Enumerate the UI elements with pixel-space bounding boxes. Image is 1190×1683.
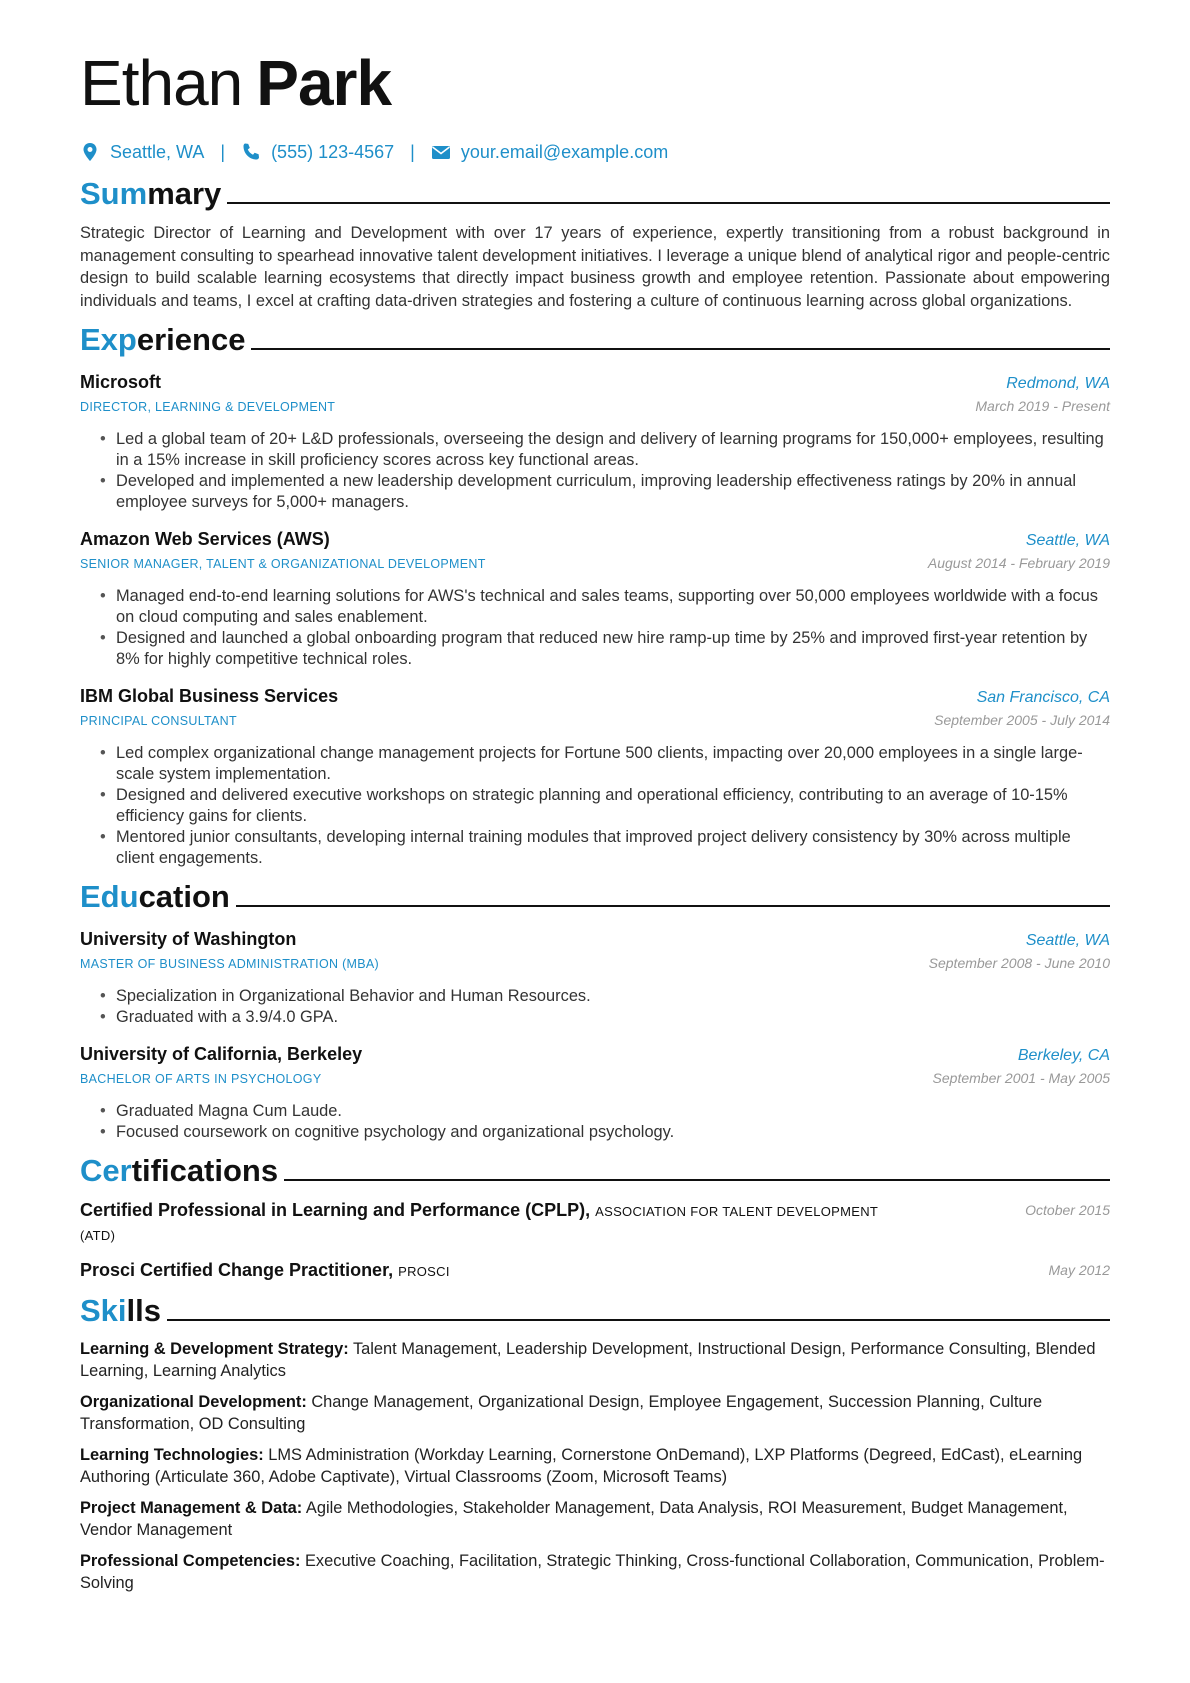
map-marker-icon: [80, 142, 100, 162]
skill-category: Learning Technologies:: [80, 1446, 264, 1464]
section-rule: [284, 1179, 1110, 1181]
section-title-rest: tifications: [131, 1153, 279, 1188]
section-title: [80, 1293, 167, 1329]
section-heading: [80, 1293, 1110, 1329]
education-section: [80, 879, 1110, 1143]
skill-category: Project Management & Data:: [80, 1499, 303, 1517]
education-entry: [80, 1042, 1110, 1143]
bullet-list: [80, 986, 1110, 1028]
certification-name: Certified Professional in Learning and Performance (CPLP): [80, 1200, 586, 1220]
section-title-accent: Cer: [80, 1153, 132, 1188]
section-heading: [80, 879, 1110, 915]
section-title-accent: Edu: [80, 879, 139, 914]
certification-item: Prosci Certified Change Practitioner, PROSCI May 2012: [80, 1259, 1110, 1283]
bullet-list: [80, 743, 1110, 869]
skill-row: [80, 1445, 1110, 1488]
bullet-item: • Designed and delivered executive workshops on strategic planning and operational efficiency, contributing to an average of 10-15% efficiency gains for clients.: [116, 785, 1110, 827]
job-dates: August 2014 - February 2019: [927, 555, 1110, 571]
job-location: San Francisco, CA: [976, 689, 1110, 706]
location-text: Seattle, WA: [110, 142, 205, 162]
certification-date: October 2015: [1025, 1202, 1110, 1218]
candidate-name: [80, 0, 1110, 124]
section-title: [80, 176, 227, 212]
company-name: IBM Global Business Services: [80, 686, 339, 706]
skill-category: Organizational Development:: [80, 1393, 307, 1411]
skill-row: [80, 1392, 1110, 1435]
certifications-section: [80, 1153, 1110, 1283]
skill-category: Professional Competencies:: [80, 1552, 301, 1570]
section-title-accent: Exp: [80, 322, 137, 357]
section-heading: [80, 1153, 1110, 1189]
section-rule: [167, 1319, 1110, 1321]
education-list: [80, 927, 1110, 1143]
bullet-item: • Developed and implemented a new leadership development curriculum, improving leadership effectiveness ratings by 20% in annual employee surveys for 5,000+ managers.: [116, 471, 1110, 513]
section-title-rest: mary: [147, 176, 222, 211]
skills-list: [80, 1339, 1110, 1594]
school-name: University of Washington: [80, 929, 297, 949]
summary-section: [80, 176, 1110, 312]
certification-issuer: ASSOCIATION FOR TALENT DEVELOPMENT (ATD): [80, 1204, 878, 1243]
school-location: Seattle, WA: [1025, 932, 1110, 949]
skill-values: Agile Methodologies, Stakeholder Management, Data Analysis, ROI Measurement, Budget Management, Vendor Management: [80, 1499, 1068, 1539]
bullet-item: • Managed end-to-end learning solutions for AWS's technical and sales teams, supporting over 50,000 employees worldwide with a focus on cloud computing and sales enablement.: [116, 586, 1110, 628]
section-title-rest: lls: [126, 1293, 161, 1328]
skill-row: [80, 1498, 1110, 1541]
email-link: your.email@example.com: [460, 142, 669, 162]
job-location: Seattle, WA: [1025, 532, 1110, 549]
bullet-item: • Led complex organizational change management projects for Fortune 500 clients, impacting over 20,000 employees in a single large-scale system implementation.: [116, 743, 1110, 785]
bullet-list: [80, 1101, 1110, 1143]
certification-name: Prosci Certified Change Practitioner: [80, 1260, 389, 1280]
contact-bar: [80, 138, 1110, 166]
section-title: [80, 1153, 284, 1189]
skill-values: Talent Management, Leadership Development, Instructional Design, Performance Consulting, Blended Learning, Learning Analytics: [80, 1340, 1096, 1380]
job-title: PRINCIPAL CONSULTANT: [80, 714, 237, 728]
school-name: University of California, Berkeley: [80, 1044, 363, 1064]
skill-values: LMS Administration (Workday Learning, Cornerstone OnDemand), LXP Platforms (Degreed, EdCast), eLearning Authoring (Articulate 360, Adobe Captivate), Virtual Classrooms (Zoom, Microsoft Teams): [80, 1446, 1083, 1486]
section-title-accent: Ski: [80, 1293, 127, 1328]
skill-values: Executive Coaching, Facilitation, Strategic Thinking, Cross-functional Collaboration, Communication, Problem-Solving: [80, 1552, 1105, 1592]
summary-text: Strategic Director of Learning and Development with over 17 years of experience, expertly transitioning from a robust background in management consulting to spearhead innovative talent development initiatives. I leverage a unique blend of analytical rigor and people-centric design to build scalable learning ecosystems that directly impact business growth and employee retention. Passionate about empowering individuals and teams, I excel at crafting data-driven strategies and fostering a culture of continuous learning across global organizations.: [80, 224, 1110, 310]
experience-section: [80, 322, 1110, 869]
bullet-item: • Graduated with a 3.9/4.0 GPA.: [116, 1007, 1110, 1028]
bullet-item: • Designed and launched a global onboarding program that reduced new hire ramp-up time by 25% and improved first-year retention by 8% for highly competitive technical roles.: [116, 628, 1110, 670]
section-rule: [251, 348, 1110, 350]
last-name: Park: [256, 47, 392, 119]
job-dates: September 2005 - July 2014: [934, 712, 1110, 728]
job-title: SENIOR MANAGER, TALENT & ORGANIZATIONAL DEVELOPMENT: [80, 557, 486, 571]
phone-icon: [241, 142, 261, 162]
experience-entry: [80, 684, 1110, 869]
bullet-item: • Led a global team of 20+ L&D professionals, overseeing the design and delivery of learning programs for 150,000+ employees, resulting in a 15% increase in skill proficiency scores across key functional areas.: [116, 429, 1110, 471]
contact-phone[interactable]: [241, 138, 394, 166]
skill-row: [80, 1551, 1110, 1594]
job-title: DIRECTOR, LEARNING & DEVELOPMENT: [80, 400, 336, 414]
degree: MASTER OF BUSINESS ADMINISTRATION (MBA): [80, 957, 379, 971]
certification-date: May 2012: [1048, 1262, 1110, 1278]
bullet-list: [80, 429, 1110, 513]
school-location: Berkeley, CA: [1017, 1047, 1110, 1064]
contact-separator: |: [410, 142, 415, 162]
contact-location: [80, 138, 204, 166]
skill-values: Change Management, Organizational Design, Employee Engagement, Succession Planning, Culture Transformation, OD Consulting: [80, 1393, 1043, 1433]
certification-item: Certified Professional in Learning and Performance (CPLP), ASSOCIATION FOR TALENT DEVELOPMENT (ATD) October 2015: [80, 1199, 1110, 1247]
section-title: [80, 879, 236, 915]
section-title-accent: Sum: [80, 176, 148, 211]
skill-category: Learning & Development Strategy:: [80, 1340, 349, 1358]
skills-section: [80, 1293, 1110, 1594]
certification-issuer: PROSCI: [398, 1264, 450, 1279]
bullet-item: • Specialization in Organizational Behavior and Human Resources.: [116, 986, 1110, 1007]
envelope-icon: [431, 142, 451, 162]
company-name: Microsoft: [80, 372, 161, 392]
school-dates: September 2008 - June 2010: [928, 955, 1110, 971]
experience-entry: [80, 527, 1110, 670]
education-entry: [80, 927, 1110, 1028]
section-title-rest: erience: [136, 322, 246, 357]
section-title: [80, 322, 251, 358]
bullet-item: • Graduated Magna Cum Laude.: [116, 1101, 1110, 1122]
experience-entry: [80, 370, 1110, 513]
contact-email[interactable]: [431, 138, 668, 166]
section-rule: [227, 202, 1110, 204]
section-rule: [236, 905, 1110, 907]
job-dates: March 2019 - Present: [975, 398, 1110, 414]
degree: BACHELOR OF ARTS IN PSYCHOLOGY: [80, 1072, 322, 1086]
certification-list: [80, 1199, 1110, 1283]
school-dates: September 2001 - May 2005: [932, 1070, 1110, 1086]
section-heading: [80, 176, 1110, 212]
bullet-item: • Focused coursework on cognitive psychology and organizational psychology.: [116, 1122, 1110, 1143]
company-name: Amazon Web Services (AWS): [80, 529, 330, 549]
experience-list: [80, 370, 1110, 869]
section-title-rest: cation: [138, 879, 230, 914]
section-heading: [80, 322, 1110, 358]
job-location: Redmond, WA: [1006, 375, 1110, 392]
bullet-item: • Mentored junior consultants, developing internal training modules that improved project delivery consistency by 30% across multiple client engagements.: [116, 827, 1110, 869]
phone-text: (555) 123-4567: [271, 142, 395, 162]
bullet-list: [80, 586, 1110, 670]
skill-row: [80, 1339, 1110, 1382]
contact-separator: |: [220, 142, 226, 162]
first-name: Ethan: [80, 47, 243, 119]
